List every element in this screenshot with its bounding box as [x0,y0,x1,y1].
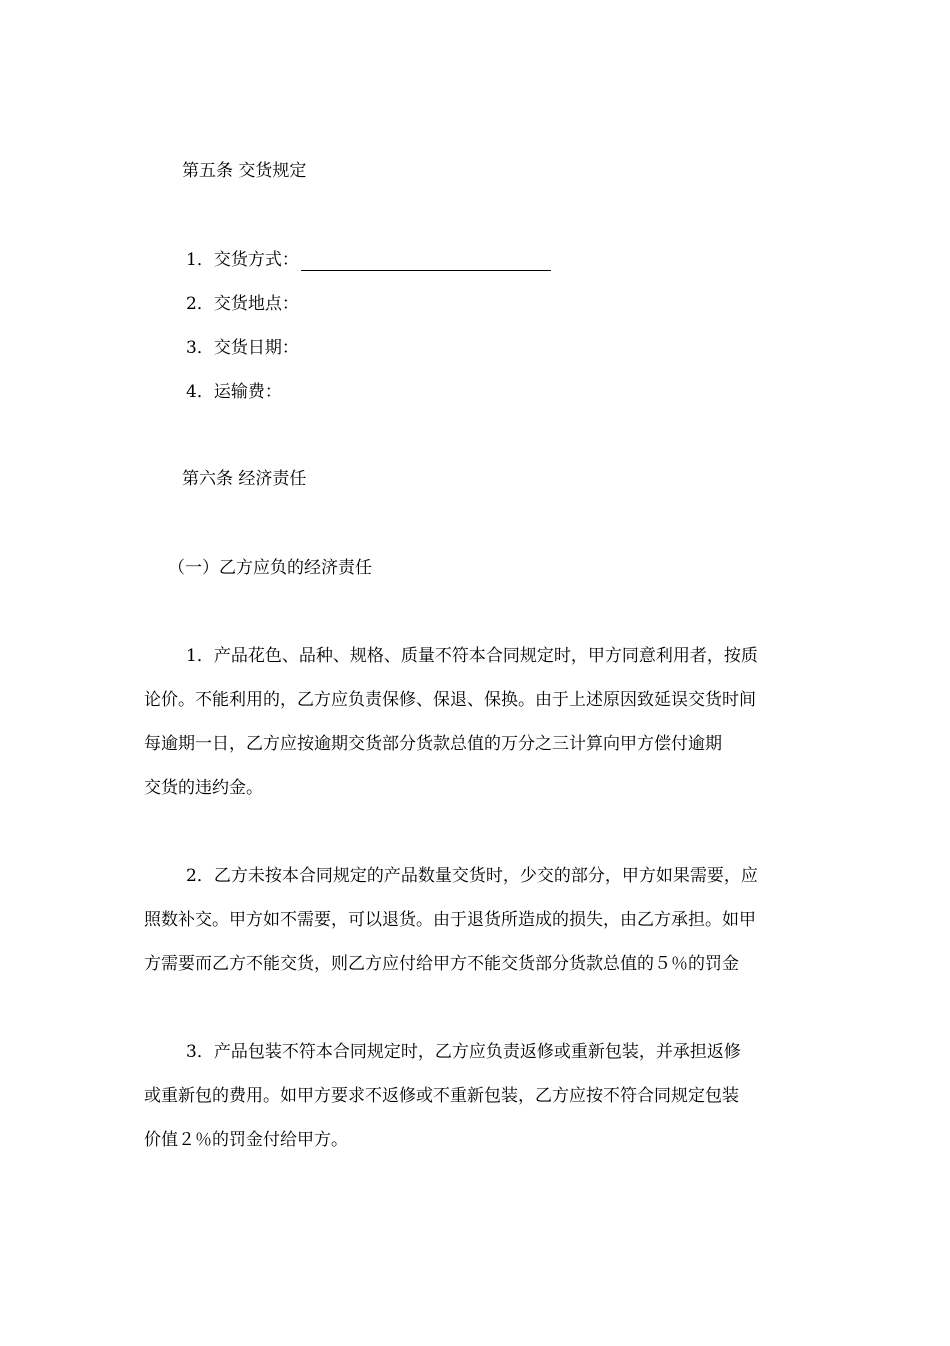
clause-2-line-2: 照数补交。甲方如不需要，可以退货。由于退货所造成的损失，由乙方承担。如甲 [144,910,756,930]
clause-1-line-1: 1．产品花色、品种、规格、质量不符本合同规定时，甲方同意利用者，按质 [186,646,758,666]
clause-1-line-3: 每逾期一日，乙方应按逾期交货部分货款总值的万分之三计算向甲方偿付逾期 [144,734,722,754]
delivery-date-item: 3．交货日期： [186,338,299,358]
clause-3-line-1: 3．产品包装不符本合同规定时，乙方应负责返修或重新包装，并承担返修 [186,1042,741,1062]
delivery-method-label: 1．交货方式： [186,250,299,270]
clause-2-line-1: 2．乙方未按本合同规定的产品数量交货时，少交的部分，甲方如果需要，应 [186,866,758,886]
article-5-title: 第五条 交货规定 [182,161,307,181]
transport-fee-item: 4．运输费： [186,382,282,402]
clause-3-line-2: 或重新包的费用。如甲方要求不返修或不重新包装，乙方应按不符合同规定包装 [144,1086,739,1106]
clause-2-line-3: 方需要而乙方不能交货，则乙方应付给甲方不能交货部分货款总值的５％的罚金 [144,954,739,974]
clause-3-line-3: 价值２％的罚金付给甲方。 [144,1130,348,1150]
party-b-responsibility-heading: （一）乙方应负的经济责任 [168,558,372,578]
delivery-location-item: 2．交货地点： [186,294,299,314]
delivery-method-item [186,249,551,271]
delivery-method-blank [301,254,551,271]
clause-1-line-4: 交货的违约金。 [144,778,263,798]
clause-1-line-2: 论价。不能利用的，乙方应负责保修、保退、保换。由于上述原因致延误交货时间 [144,690,756,710]
article-6-title: 第六条 经济责任 [182,469,307,489]
